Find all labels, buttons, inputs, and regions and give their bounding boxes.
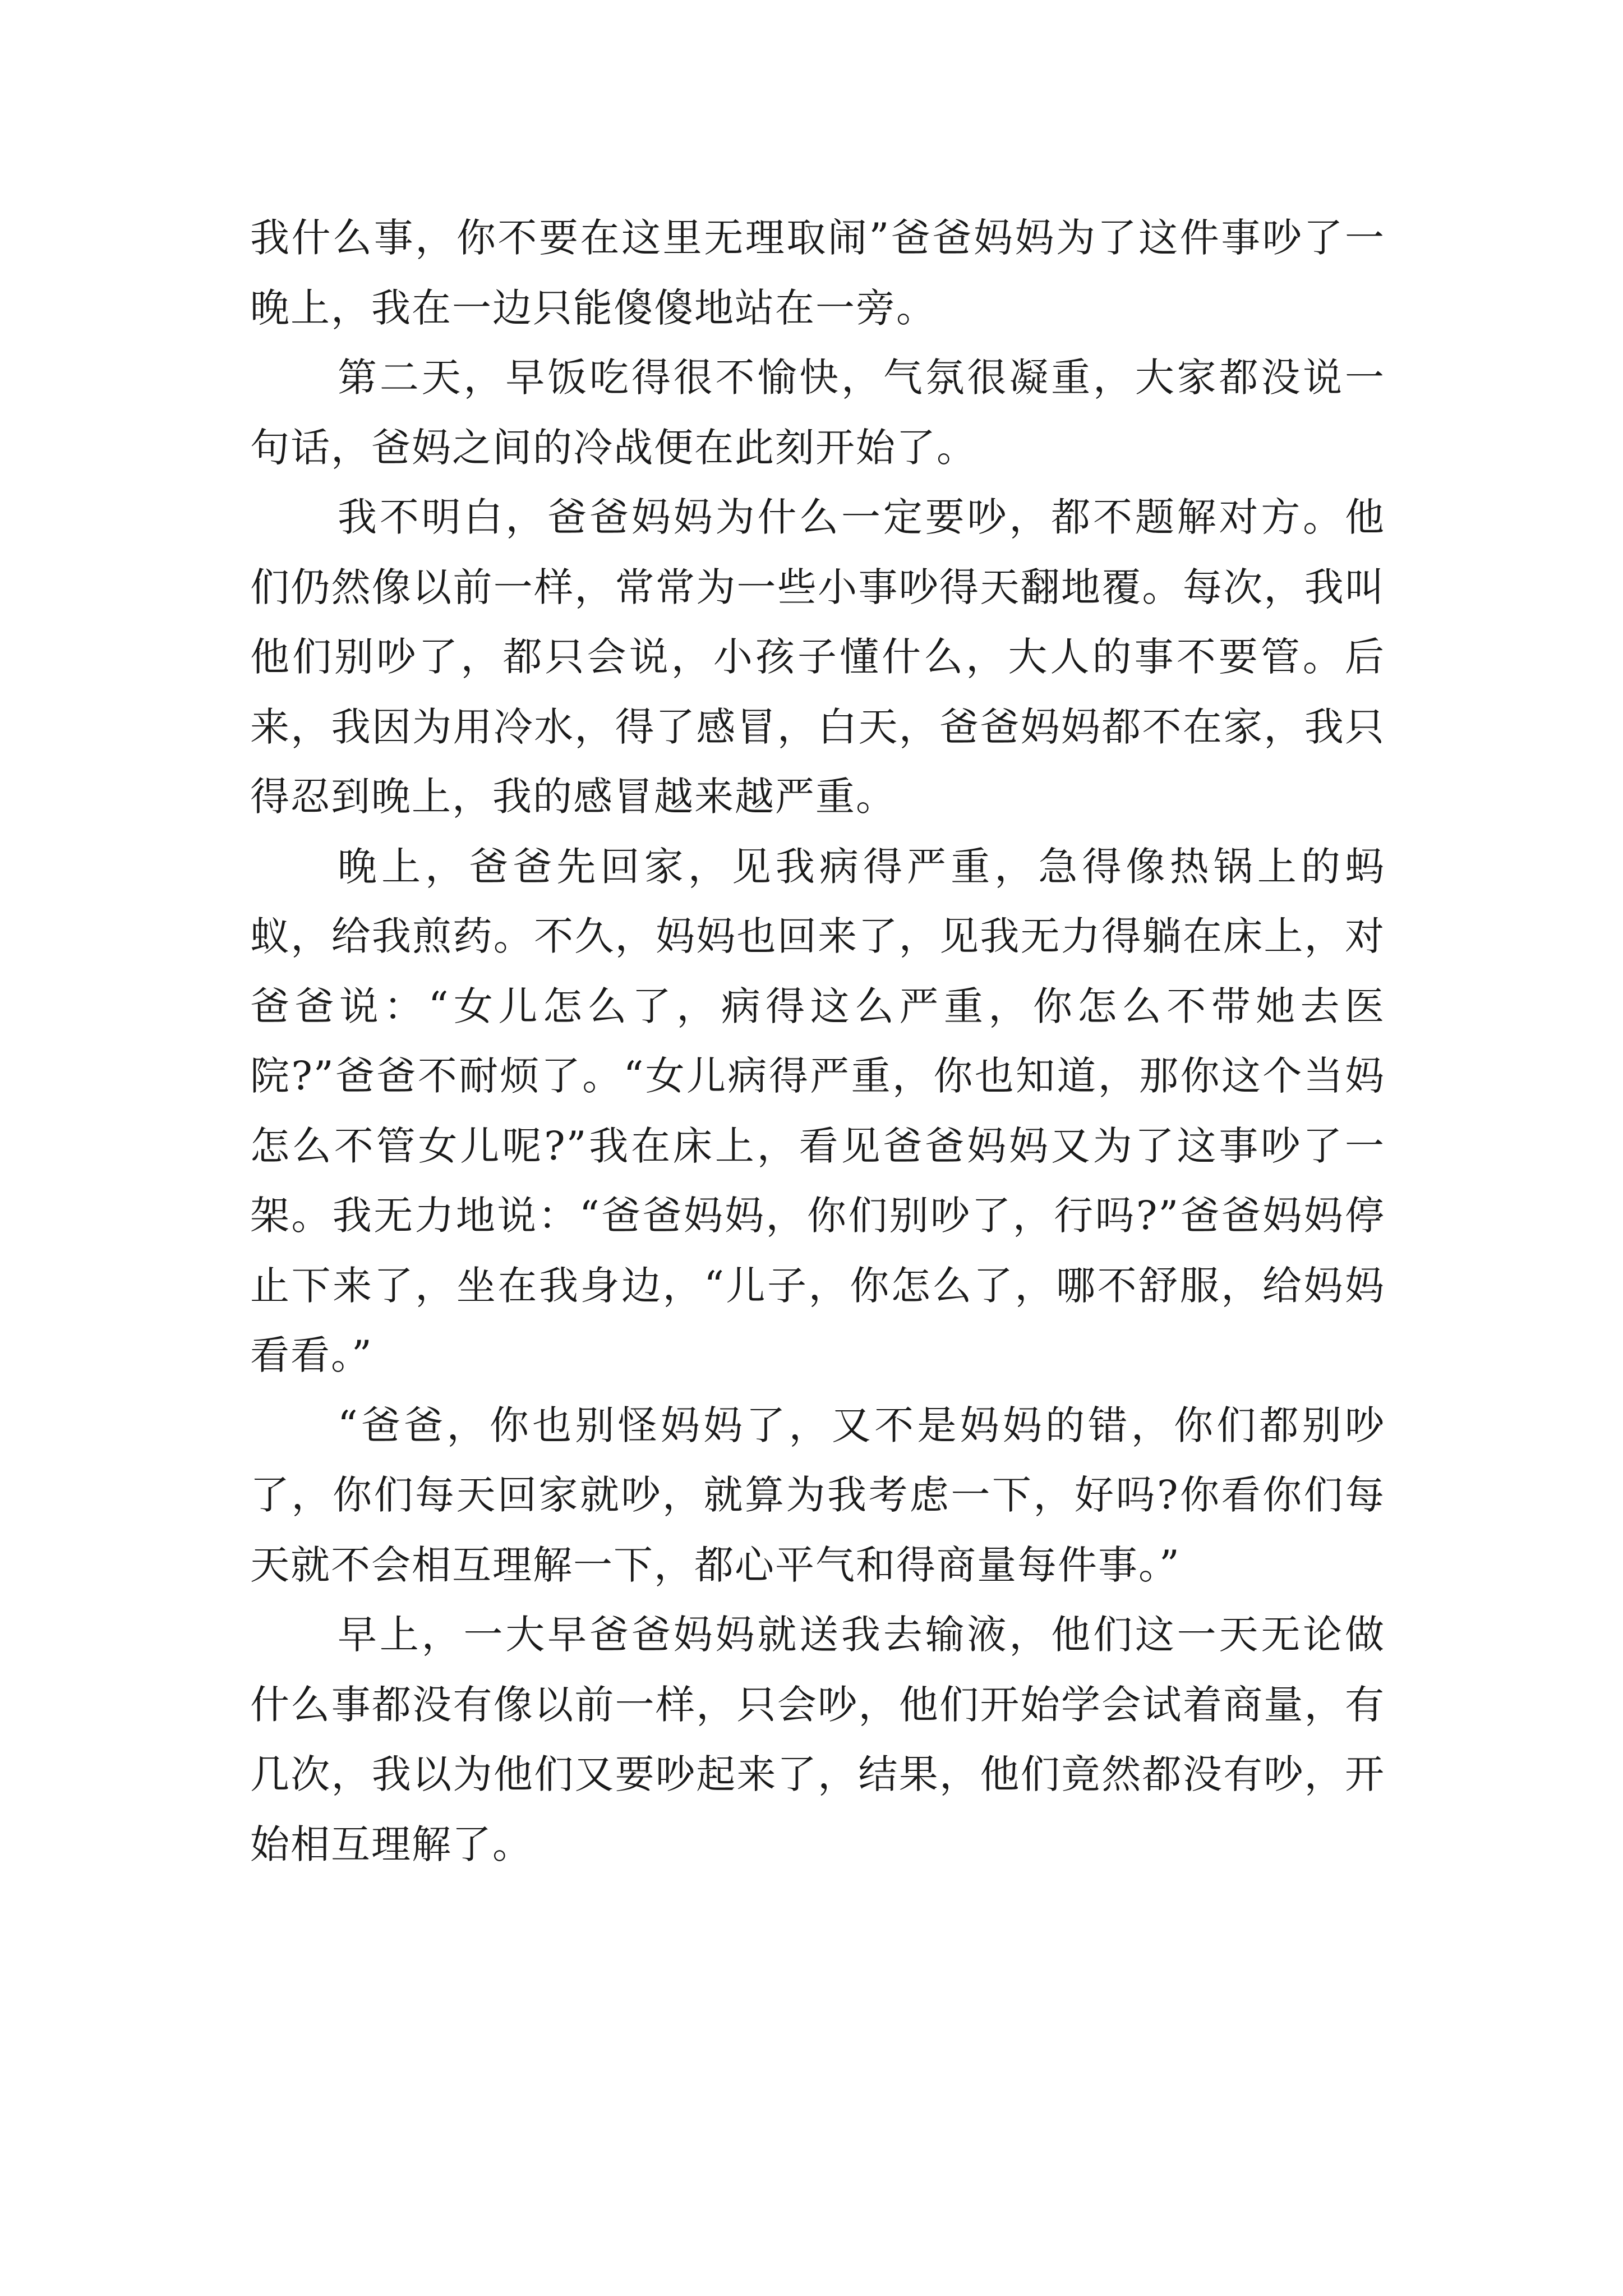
paragraph-5: “爸爸，你也别怪妈妈了，又不是妈妈的错，你们都别吵了，你们每天回家就吵，就算为我考虑一下，好吗?你看你们每天就不会相互理解一下，都心平气和得商量每件事。” xyxy=(250,1402,1385,1588)
document-body xyxy=(250,203,1385,1879)
paragraph-4: 晚上，爸爸先回家，见我病得严重，急得像热锅上的蚂蚁，给我煎药。不久，妈妈也回来了，见我无力得躺在床上，对爸爸说：“女儿怎么了，病得这么严重，你怎么不带她去医院?”爸爸不耐烦了。“女儿病得严重，你也知道，那你这个当妈怎么不管女儿呢?”我在床上，看见爸爸妈妈又为了这事吵了一架。我无力地说：“爸爸妈妈，你们别吵了，行吗?”爸爸妈妈停止下来了，坐在我身边，“儿子，你怎么了，哪不舒服，给妈妈看看。” xyxy=(250,843,1385,1378)
paragraph-2: 第二天，早饭吃得很不愉快，气氛很凝重，大家都没说一句话，爸妈之间的冷战便在此刻开始了。 xyxy=(250,355,1385,471)
paragraph-1: 我什么事，你不要在这里无理取闹”爸爸妈妈为了这件事吵了一晚上，我在一边只能傻傻地站在一旁。 xyxy=(250,215,1385,331)
paragraph-3: 我不明白，爸爸妈妈为什么一定要吵，都不题解对方。他们仍然像以前一样，常常为一些小事吵得天翻地覆。每次，我叫他们别吵了，都只会说，小孩子懂什么，大人的事不要管。后来，我因为用冷水，得了感冒，白天，爸爸妈妈都不在家，我只得忍到晚上，我的感冒越来越严重。 xyxy=(250,494,1385,820)
paragraph-6: 早上，一大早爸爸妈妈就送我去输液，他们这一天无论做什么事都没有像以前一样，只会吵，他们开始学会试着商量，有几次，我以为他们又要吵起来了，结果，他们竟然都没有吵，开始相互理解了。 xyxy=(250,1612,1385,1867)
